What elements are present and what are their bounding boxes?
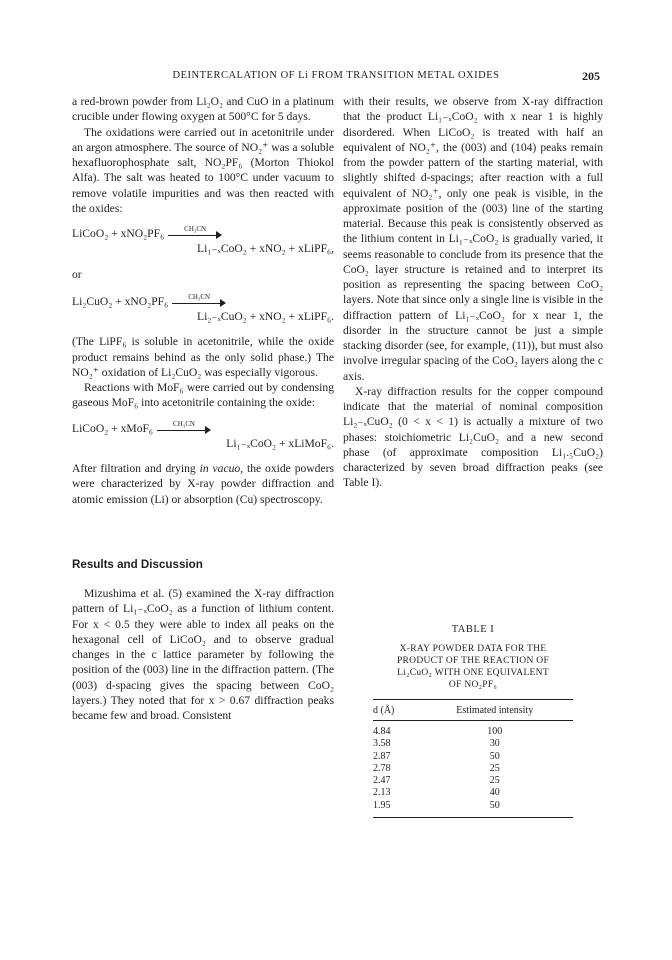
paragraph-results: with their results, we observe from X-ray diffraction that the product Li₁₋ₓCoO₂ with x near 1 is highly disordered. When LiCoO₂ is treated with half an equivalent of NO₂⁺, the (003) and (104) peaks remain from the powder pattern of the starting material, with slightly shifted d-spacings; after reaction with a full equivalent of NO₂⁺, only one peak is visible, in the approximate position of the (003) line of the starting material. Because this peak is consistently observed as the lithium content in Li₁₋ₓCoO₂ is gradually varied, it seems reasonable to conclude from its presence that the CoO₂ layer structure is retained and to interpret its position as representing the spacing between CoO₂ layers. Note that since only a single line is visible in the diffraction pattern of Li₁₋ₓCoO₂ for x near 1, the disorder in the structure cannot be just a simple stacking disorder (see, for example, (11)), but must also involve irregular spacing of the CoO₂ layers along the c axis. (343, 95, 603, 383)
table-row: 2.78 25 (373, 762, 500, 774)
table-row: 1.95 50 (373, 799, 500, 811)
equation-products: Li₂₋ₓCuO₂ + xNO₂ + xLiPF₆. (197, 310, 334, 323)
arrow-label: CH₃CN (188, 293, 211, 301)
column-header-intensity: Estimated intensity (456, 705, 534, 716)
section-heading: Results and Discussion (72, 557, 203, 571)
page-number: 205 (582, 69, 600, 83)
running-title: DEINTERCALATION OF Li FROM TRANSITION METAL OXIDES (172, 70, 500, 81)
paragraph-mizushima: Mizushima et al. (5) examined the X-ray diffraction pattern of Li₁₋ₓCoO₂ as a function of lithium content. For x < 0.5 they were able to index all peaks on the hexagonal cell of LiCoO₂ and to observe gradual changes in the c lattice parameter by following the position of the (003) line in the diffraction pattern. (The (003) d-spacing gives the spacing between CoO₂ layers.) They noted that for x > 0.67 diffraction peaks became few and broad. Consistent (72, 587, 334, 722)
equation-reactants: LiCoO₂ + xMoF₆ (72, 421, 153, 435)
arrow-label: CH₃CN (184, 225, 207, 234)
paragraph-oxidation: The oxidations were carried out in acetonitrile under an argon atmosphere. The source of NO₂⁺ was a soluble hexafluorophosphate salt, NO₂PF₆ (Morton Thiokol Alfa). The salt was heated to 100°C under vacuum to remove volatile impurities and was then reacted with the oxides: (72, 125, 334, 215)
reaction-arrow (172, 295, 226, 309)
equation-products: Li₁₋ₓCoO₂ + xLiMoF₆. (226, 436, 334, 450)
paragraph-synthesis: a red-brown powder from Li₂O₂ and CuO in a platinum crucible under flowing oxygen at 500°C for 5 days. (72, 95, 334, 124)
table-row: 2.87 50 (373, 750, 500, 762)
table-row: 2.47 25 (373, 775, 500, 787)
table-row: 3.58 30 (373, 738, 500, 750)
xray-data-table (373, 699, 573, 818)
left-column (72, 94, 334, 723)
reaction-arrow (168, 227, 222, 241)
equation-products: Li₁₋ₓCoO₂ + xNO₂ + xLiPF₆, (197, 242, 334, 256)
table-row: 2.13 40 (373, 787, 500, 799)
table-caption: X-RAY POWDER DATA FOR THE PRODUCT OF THE REACTION OF Li₂CuO₂ WITH ONE EQUIVALENT OF NO₂PF₆ (396, 644, 550, 690)
paragraph-mof6: Reactions with MoF₆ were carried out by condensing gaseous MoF₆ into acetonitrile containing the oxide: (72, 381, 334, 410)
paragraph-copper: X-ray diffraction results for the copper compound indicate that the material of nominal composition Li₂₋ₓCuO₂ (0 < x < 1) is actually a mixture of two phases: stoichiometric Li₂CuO₂ and a new second phase (of approximate composition Li₁.₅CuO₂) characterized by seven broad diffraction peaks (see Table I). (343, 384, 603, 490)
equation-li2cuo2-no2 (72, 294, 334, 325)
equation-reactants: Li₂CuO₂ + xNO₂PF₆ (72, 294, 169, 308)
right-column (343, 94, 603, 491)
table-1 (343, 624, 603, 818)
paragraph-lipf6: (The LiPF₆ is soluble in acetonitrile, while the oxide product remains behind as the only solid phase.) The NO₂⁺ oxidation of Li₂CuO₂ was especially vigorous. (72, 335, 334, 379)
equation-licoo2-mof6 (72, 421, 334, 452)
arrow-label: CH₃CN (173, 419, 195, 428)
table-number: TABLE I (451, 624, 495, 635)
or-text: or (72, 267, 82, 281)
column-header-d: d (Å) (373, 705, 395, 716)
paragraph-characterization: After filtration and drying in vacuo, the oxide powders were characterized by X-ray powder diffraction and atomic emission (Li) or absorption (Cu) spectroscopy. (72, 462, 334, 506)
equation-reactants: LiCoO₂ + xNO₂PF₆ (72, 227, 165, 240)
table-row: 4.84 100 (373, 726, 503, 737)
reaction-arrow (157, 419, 211, 436)
equation-licoo2-no2 (72, 226, 334, 257)
